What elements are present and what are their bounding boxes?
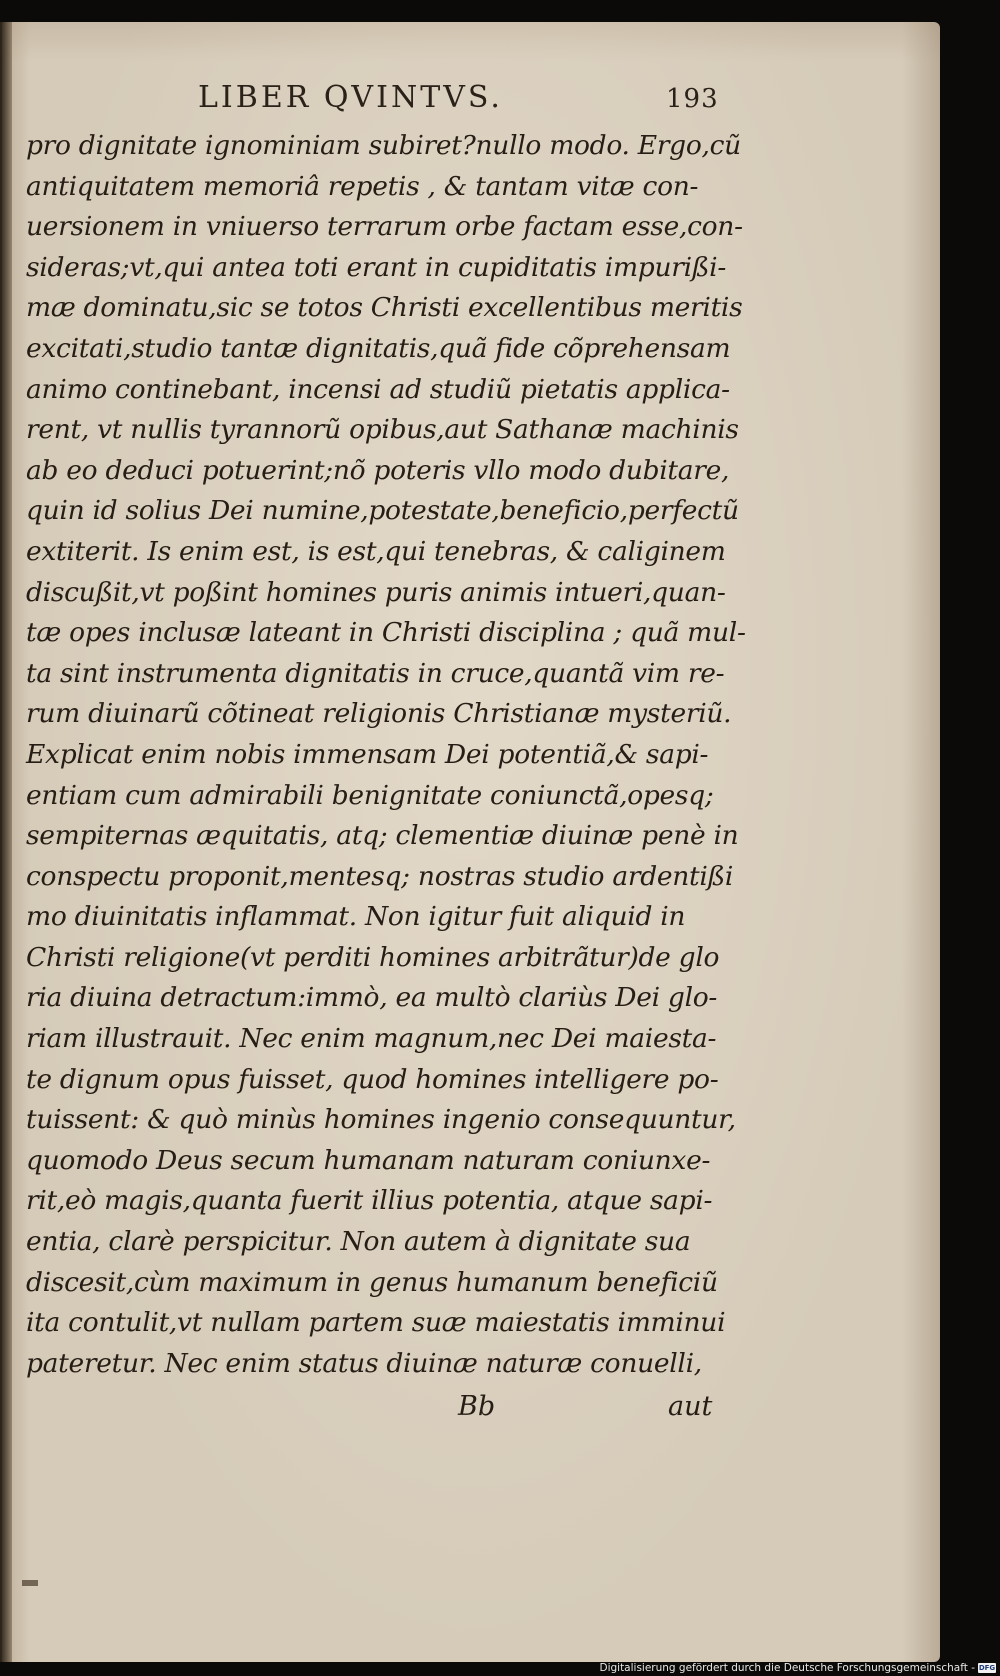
digitization-credit <box>599 1662 996 1674</box>
text-line: entiam cum admirabili benignitate coniunctã,opesq; <box>26 779 714 811</box>
dfg-logo: DFG <box>978 1664 996 1672</box>
page-gutter-shadow <box>0 22 12 1662</box>
text-line: sideras;vt,qui antea toti erant in cupiditatis impurißi- <box>26 251 727 283</box>
text-line: tæ opes inclusæ lateant in Christi disciplina ; quã mul- <box>26 617 746 649</box>
folio-number: 193 <box>666 84 719 114</box>
text-line: extiterit. Is enim est, is est,qui tenebras, & caliginem <box>26 535 726 567</box>
text-line: discesit,cùm maximum in genus humanum beneficiũ <box>26 1266 718 1298</box>
page-header <box>26 80 746 126</box>
text-line: sempiternas æquitatis, atq; clementiæ diuinæ penè in <box>26 820 739 852</box>
page-footer <box>26 1386 746 1428</box>
text-line: quomodo Deus secum humanam naturam coniunxe- <box>26 1144 711 1176</box>
text-line: riam illustrauit. Nec enim magnum,nec Dei maiesta- <box>26 1023 717 1055</box>
text-line: quin id solius Dei numine,potestate,beneficio,perfectũ <box>26 495 739 527</box>
text-line: animo continebant, incensi ad studiũ pietatis applica- <box>26 373 730 405</box>
text-line: mæ dominatu,sic se totos Christi excellentibus meritis <box>26 292 743 324</box>
text-line: ta sint instrumenta dignitatis in cruce,quantã vim re- <box>26 657 725 689</box>
text-line: te dignum opus fuisset, quod homines intelligere po- <box>26 1063 719 1095</box>
text-line: uersionem in vniuerso terrarum orbe factam esse,con- <box>26 211 743 243</box>
text-line: antiquitatem memoriâ repetis , & tantam vitæ con- <box>26 170 699 202</box>
text-line: entia, clarè perspicitur. Non autem à dignitate sua <box>26 1226 691 1258</box>
text-line: ab eo deduci potuerint;nõ poteris vllo modo dubitare, <box>26 454 730 486</box>
credit-text: Digitalisierung gefördert durch die Deutsche Forschungsgemeinschaft - <box>599 1662 975 1674</box>
text-line: discußit,vt poßint homines puris animis intueri,quan- <box>26 576 726 608</box>
page-text-block <box>26 80 746 1428</box>
text-line: rit,eò magis,quanta fuerit illius potentia, atque sapi- <box>26 1185 713 1217</box>
ink-speck <box>22 1580 38 1586</box>
text-line: pro dignitate ignominiam subiret?nullo modo. Ergo,cũ <box>26 130 741 161</box>
signature-mark: Bb <box>458 1391 496 1423</box>
body-text <box>26 126 746 1384</box>
text-line: tuissent: & quò minùs homines ingenio consequuntur, <box>26 1104 736 1136</box>
catchword: aut <box>668 1391 713 1423</box>
text-line: mo diuinitatis inflammat. Non igitur fuit aliquid in <box>26 901 686 933</box>
text-line: rum diuinarũ cõtineat religionis Christianæ mysteriũ. <box>26 698 732 730</box>
text-line: conspectu proponit,mentesq; nostras studio ardentißi <box>26 860 734 892</box>
text-line: rent, vt nullis tyrannorũ opibus,aut Sathanæ machinis <box>26 414 739 446</box>
text-line: ita contulit,vt nullam partem suæ maiestatis imminui <box>26 1307 726 1339</box>
text-line: excitati,studio tantæ dignitatis,quã fide cõprehensam <box>26 332 731 364</box>
text-line: Explicat enim nobis immensam Dei potentiã,& sapi- <box>26 738 709 770</box>
running-head: LIBER QVINTVS. <box>198 80 503 115</box>
text-line: Christi religione(vt perditi homines arbitrãtur)de glo <box>26 941 720 973</box>
text-line: pateretur. Nec enim status diuinæ naturæ conuelli, <box>26 1347 702 1379</box>
text-line: ria diuina detractum:immò, ea multò clariùs Dei glo- <box>26 982 718 1014</box>
